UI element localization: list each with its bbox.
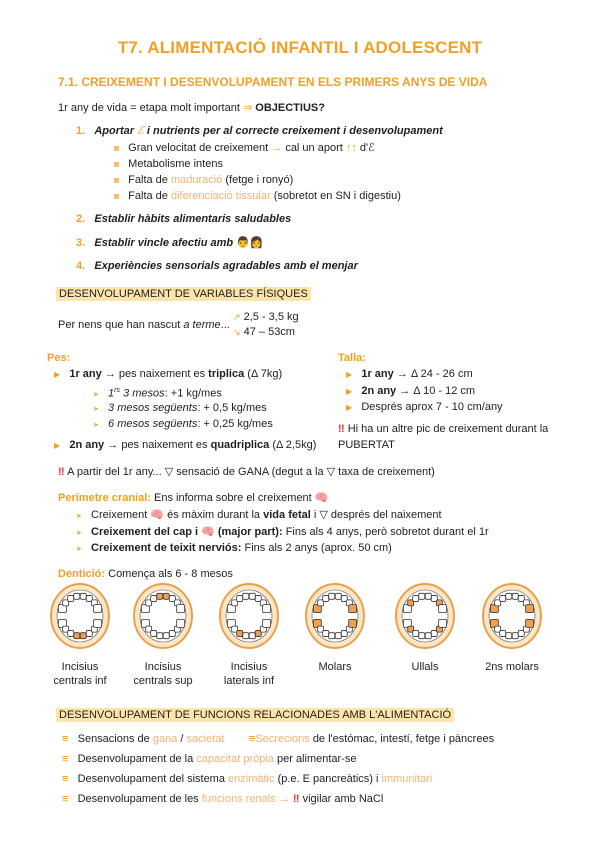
arrow-bullet-icon: ➤	[93, 422, 99, 429]
pes-text: pes naixement es	[121, 439, 208, 451]
objective-text-2: i nutrients per al correcte creixement i desenvolupament	[146, 125, 443, 137]
pes-delta: (Δ 2,5kg)	[272, 439, 317, 451]
objective-text: Aportar	[94, 125, 135, 137]
tooth	[151, 630, 157, 636]
func-hl: funcions renals	[201, 793, 276, 805]
year-label: 2n any	[361, 385, 397, 397]
perimetre-b3	[76, 541, 392, 557]
tooth	[500, 630, 506, 636]
sub-text: cal un aport	[285, 142, 343, 154]
tooth	[157, 593, 163, 599]
talla-c	[346, 400, 503, 415]
bullet-icon: ⩳	[62, 753, 69, 765]
pes-sub-3	[93, 417, 273, 433]
pes-label: Pes:	[47, 352, 71, 364]
denticio-text: Comença als 6 - 8 mesos	[108, 568, 233, 580]
tooth	[163, 633, 169, 639]
square-bullet-icon	[114, 178, 119, 183]
highlight-text: maduració	[170, 174, 223, 186]
tooth	[94, 605, 102, 613]
perim-bold: vida fetal	[263, 509, 311, 521]
talla-b	[346, 384, 475, 399]
teeth-label-3	[218, 660, 280, 688]
teeth-label-6	[478, 660, 546, 674]
func-hl: sacietat	[186, 733, 225, 745]
perim-text: i ▽ després del naixement	[313, 509, 442, 521]
tooth	[329, 593, 335, 599]
square-bullet-icon	[114, 146, 119, 151]
tooth	[68, 630, 74, 636]
perim-bold: Creixement de teixit nerviós:	[91, 542, 242, 554]
teeth-label-2	[132, 660, 194, 688]
tooth	[425, 633, 431, 639]
tooth	[263, 605, 271, 613]
pes-sub-text: 3 mesos	[123, 387, 165, 400]
tooth	[349, 619, 357, 627]
func-hl: immunitari	[381, 773, 433, 785]
objective-number: 3.	[76, 237, 86, 249]
tooth	[263, 619, 271, 627]
tooth	[80, 593, 86, 599]
talla-value: Després aprox 7 - 10 cm/any	[361, 401, 503, 413]
tooth-arch-4	[306, 584, 364, 648]
arrow-bullet-icon: ➤	[93, 406, 99, 413]
objectius-label: OBJECTIUS?	[255, 102, 325, 114]
teeth-label-line: 2ns molars	[485, 661, 539, 673]
talla-a	[346, 367, 473, 382]
objective-number: 2.	[76, 213, 86, 225]
func-text: per alimentar-se	[276, 753, 357, 765]
parents-icon: 👨👩	[236, 237, 264, 249]
tooth	[249, 593, 255, 599]
perim-text: és màxim durant la	[167, 509, 261, 521]
objective-text: Establir vincle afectiu amb	[94, 237, 234, 249]
arrow-bullet-icon: ➤	[76, 546, 82, 553]
pes-sub-text: 3 mesos següents	[108, 402, 198, 414]
teeth-label-line: Molars	[318, 661, 352, 673]
triangle-bullet-icon: ▶	[54, 441, 61, 450]
teeth-label-5	[394, 660, 456, 674]
tooth	[439, 605, 447, 613]
tooth	[512, 593, 518, 599]
sub-item-b	[114, 157, 223, 171]
func-hl: enzimàtic	[228, 773, 275, 785]
perim-text: Creixement	[91, 509, 148, 521]
birth-weight	[233, 310, 299, 324]
teeth-label-line: Incisius	[144, 661, 182, 673]
function-4	[62, 792, 383, 806]
year-label: 1r any	[69, 368, 102, 380]
denticio-line	[58, 567, 233, 581]
pes-text: pes naixement es	[118, 368, 206, 380]
functions-heading	[56, 708, 454, 722]
energy-symbol: ℰ	[137, 125, 144, 137]
bullet-icon: ⩳	[62, 773, 69, 785]
tooth-arch-6	[483, 584, 541, 648]
talla-note-1	[338, 422, 548, 436]
objective-number: 1.	[76, 125, 86, 137]
tooth-arch-3	[220, 584, 278, 648]
year-label: 1r any	[361, 368, 394, 380]
func-text: vigilar amb NaCl	[302, 793, 384, 805]
arrow-bullet-icon: ➤	[93, 391, 99, 399]
down-right-arrow-icon: ↘	[233, 327, 241, 337]
sub-text: Falta de	[128, 190, 168, 202]
func-hl: Secrecions	[255, 733, 310, 745]
objective-2	[76, 212, 291, 226]
pes-bold: quadriplica	[210, 439, 270, 451]
tooth	[80, 633, 86, 639]
pes-delta: (Δ 7kg)	[247, 368, 283, 380]
heading-text: DESENVOLUPAMENT DE VARIABLES FÍSIQUES	[56, 287, 311, 301]
tooth	[323, 630, 329, 636]
gana-text: A partir del 1r any... ▽ sensació de GANA (degut a la ▽ taxa de creixement)	[67, 466, 435, 478]
function-3	[62, 772, 432, 786]
tooth	[249, 633, 255, 639]
teeth-label-line: laterals inf	[223, 675, 275, 687]
teeth-label-line: Incisius	[230, 661, 268, 673]
perimetre-b2	[76, 525, 489, 541]
teeth-label-line: Incisius	[61, 661, 99, 673]
tooth	[526, 619, 534, 627]
sub-text: Falta de	[128, 174, 168, 186]
tooth	[177, 605, 185, 613]
pes-year-2	[54, 438, 316, 453]
tooth	[151, 596, 157, 602]
tooth	[74, 593, 80, 599]
arrow-bullet-icon: ➤	[76, 530, 82, 537]
pes-sub-text: 1	[108, 387, 115, 400]
arrow-icon: →	[107, 439, 119, 451]
brain-icon: 🧠	[150, 509, 165, 521]
physical-heading	[56, 287, 311, 301]
tooth	[157, 633, 163, 639]
weight-value: 2,5 - 3,5 kg	[243, 311, 299, 323]
tooth	[506, 633, 512, 639]
talla-note-2: PUBERTAT	[338, 439, 395, 451]
sub-text: Metabolisme intens	[128, 158, 223, 170]
sub-text: d'ℰ	[359, 142, 375, 154]
func-text: (p.e. E pancreàtics) i	[277, 773, 379, 785]
tooth	[425, 593, 431, 599]
sub-text: Gran velocitat de creixement	[128, 142, 269, 154]
func-text: Desenvolupament del sistema	[77, 773, 225, 785]
triangle-bullet-icon: ▶	[346, 403, 353, 412]
birth-prefix: Per nens que han nascut	[58, 319, 181, 331]
birth-text	[58, 318, 230, 332]
teeth-label-line: centrals inf	[53, 675, 107, 687]
objective-4	[76, 259, 358, 273]
tooth	[243, 593, 249, 599]
triangle-bullet-icon: ▶	[346, 370, 353, 379]
pes-sub-sup: rs	[114, 387, 121, 394]
double-exclamation-icon: ‼	[292, 793, 300, 805]
func-hl: gana	[152, 733, 178, 745]
pes-sub-value: : + 0,5 kg/mes	[197, 402, 267, 414]
talla-value: → Δ 24 - 26 cm	[396, 368, 473, 380]
func-text: de l'estómac, intestí, fetge i pàncrees	[312, 733, 495, 745]
sub-item-d	[114, 189, 401, 203]
func-text: Desenvolupament de la	[77, 753, 194, 765]
bullet-icon: ⩳	[248, 733, 256, 745]
function-1	[62, 732, 494, 746]
talla-value: → Δ 10 - 12 cm	[399, 385, 476, 397]
tooth	[237, 630, 243, 636]
heading-text: DESENVOLUPAMENT DE FUNCIONS RELACIONADES AMB L'ALIMENTACIÓ	[56, 708, 454, 722]
gana-note	[58, 465, 435, 479]
tooth	[419, 633, 425, 639]
arrow-icon: →	[271, 142, 283, 154]
arrow-icon: →	[278, 793, 290, 805]
note-text: Hi ha un altre pic de creixement durant la	[347, 423, 549, 435]
tooth	[335, 593, 341, 599]
tooth-arch-1	[51, 584, 109, 648]
tooth	[94, 619, 102, 627]
func-text: Desenvolupament de les	[77, 793, 199, 805]
perim-text: Fins als 2 anys (aprox. 50 cm)	[244, 542, 392, 554]
intro-text: 1r any de vida = etapa molt important	[58, 102, 240, 114]
pes-sub-1	[93, 384, 222, 403]
birth-italic: a terme	[183, 319, 221, 331]
objective-text: Establir hàbits alimentaris saludables	[94, 213, 292, 225]
square-bullet-icon	[114, 162, 119, 167]
bullet-icon: ⩳	[62, 793, 69, 805]
objective-1	[76, 124, 443, 138]
tooth	[237, 596, 243, 602]
tooth	[439, 619, 447, 627]
tooth-arch-5	[396, 584, 454, 648]
tooth	[413, 630, 419, 636]
birth-length	[233, 325, 295, 339]
pes-sub-text: 6 mesos següents	[108, 418, 198, 430]
length-value: 47 – 53cm	[243, 326, 295, 338]
perimetre-line	[58, 491, 329, 505]
denticio-label: Dentició:	[58, 568, 106, 580]
teeth-svg	[50, 582, 570, 650]
bullet-icon: ⩳	[62, 733, 69, 745]
tooth	[526, 605, 534, 613]
tooth	[500, 596, 506, 602]
talla-label: Talla:	[338, 352, 366, 364]
pes-sub-value: : +1 kg/mes	[164, 387, 222, 400]
teeth-label-line: Ullals	[411, 661, 439, 673]
tooth	[68, 596, 74, 602]
func-hl: capacitat pròpia	[196, 753, 274, 765]
teeth-diagrams	[50, 582, 570, 650]
up-right-arrow-icon: ↗	[233, 312, 241, 322]
tooth	[177, 619, 185, 627]
objective-number: 4.	[76, 260, 86, 272]
teeth-label-4	[304, 660, 366, 674]
intro-line	[58, 101, 325, 115]
tooth	[349, 605, 357, 613]
triangle-bullet-icon: ▶	[346, 387, 353, 396]
teeth-label-1	[50, 660, 110, 688]
up-arrows-icon: ↑↑	[345, 142, 357, 154]
tooth	[512, 633, 518, 639]
tooth	[329, 633, 335, 639]
perimetre-label: Perímetre cranial:	[58, 492, 151, 504]
teeth-label-line: centrals sup	[133, 675, 193, 687]
birth-dots: ...	[220, 319, 230, 331]
tooth	[243, 633, 249, 639]
section-heading: 7.1. CREIXEMENT I DESENVOLUPAMENT EN ELS PRIMERS ANYS DE VIDA	[58, 75, 488, 89]
tooth	[506, 593, 512, 599]
pes-bold: triplica	[208, 368, 245, 380]
pes-sub-value: : + 0,25 kg/mes	[197, 418, 273, 430]
tooth	[413, 596, 419, 602]
perim-text: Fins als 4 anys, però sobretot durant el 1r	[285, 526, 489, 538]
triangle-bullet-icon: ▶	[54, 370, 61, 379]
tooth	[163, 593, 169, 599]
arrow-icon: →	[104, 368, 116, 380]
tooth-arch-2	[134, 584, 192, 648]
pes-year-1	[54, 367, 282, 382]
brain-icon: 🧠	[314, 492, 329, 504]
tooth	[323, 596, 329, 602]
tooth	[74, 633, 80, 639]
objective-text: Experiències sensorials agradables amb el menjar	[94, 260, 358, 272]
sub-text: (sobretot en SN i digestiu)	[273, 190, 401, 202]
perimetre-text: Ens informa sobre el creixement	[154, 492, 312, 504]
square-bullet-icon	[114, 194, 119, 199]
perim-bold: Creixement del cap i 🧠 (major part):	[91, 526, 283, 538]
objective-3	[76, 236, 264, 250]
highlight-text: diferenciació tissular	[170, 190, 271, 202]
year-label: 2n any	[69, 439, 105, 451]
arrow-icon: ⇒	[242, 102, 253, 114]
arrow-bullet-icon: ➤	[76, 513, 82, 520]
double-exclamation-icon: ‼	[58, 466, 65, 478]
double-exclamation-icon: ‼	[338, 423, 345, 435]
func-text: /	[180, 733, 184, 745]
sub-text: (fetge i ronyó)	[225, 174, 294, 186]
function-2	[62, 752, 356, 766]
sub-item-c	[114, 173, 293, 187]
tooth	[335, 633, 341, 639]
pes-sub-2	[93, 401, 267, 417]
page-title: T7. ALIMENTACIÓ INFANTIL I ADOLESCENT	[117, 38, 483, 57]
perimetre-b1	[76, 508, 442, 524]
sub-item-a	[114, 141, 375, 155]
func-text: Sensacions de	[77, 733, 150, 745]
tooth	[419, 593, 425, 599]
